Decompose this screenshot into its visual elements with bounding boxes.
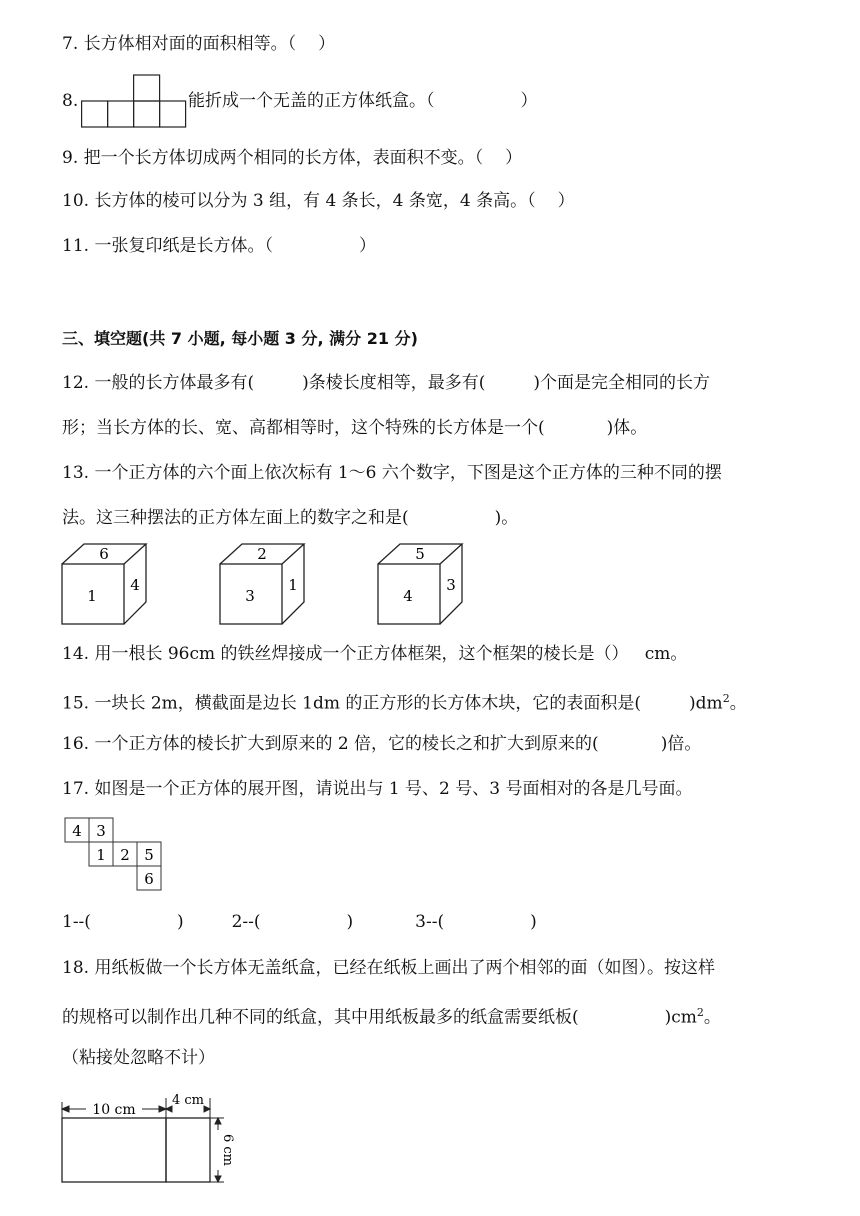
question-8-text: 能折成一个无盖的正方体纸盒。（ ） (188, 91, 538, 111)
cube-3 (378, 544, 462, 624)
net-cell-2: 2 (120, 846, 130, 864)
question-13-line2: 法。这三种摆法的正方体左面上的数字之和是( )。 (62, 508, 519, 528)
question-13-line1: 13. 一个正方体的六个面上依次标有 1～6 六个数字，下图是这个正方体的三种不同的摆 (62, 463, 722, 483)
cube-1 (62, 544, 146, 624)
question-7: 7. 长方体相对面的面积相等。（ ） (62, 34, 336, 54)
q8-net-figure (81, 74, 187, 133)
question-18-line1: 18. 用纸板做一个长方体无盖纸盒，已经在纸板上画出了两个相邻的面（如图）。按这样 (62, 958, 715, 978)
cube-3-top: 5 (415, 545, 425, 563)
question-18-line2: 的规格可以制作出几种不同的纸盒，其中用纸板最多的纸盒需要纸板( )$cm^2$。 (62, 1006, 721, 1028)
cube-1-top: 6 (99, 545, 109, 563)
question-16: 16. 一个正方体的棱长扩大到原来的 2 倍，它的棱长之和扩大到原来的( )倍。 (62, 734, 702, 754)
cube-2-right: 1 (288, 576, 298, 594)
board-length-label: 10 cm (92, 1102, 136, 1118)
question-17: 17. 如图是一个正方体的展开图，请说出与 1 号、2 号、3 号面相对的各是几号面。 (62, 779, 693, 799)
cube-3-right: 3 (446, 576, 456, 594)
cube-2-front: 3 (245, 587, 255, 605)
section-3-heading: 三、填空题(共 7 小题, 每小题 3 分, 满分 21 分) (62, 329, 418, 348)
question-12-line1: 12. 一般的长方体最多有( )条棱长度相等，最多有( )个面是完全相同的长方 (62, 373, 710, 393)
q13-cubes-figure (60, 542, 470, 631)
q18-board-figure (58, 1092, 238, 1193)
question-15: 15. 一块长 2m，横截面是边长 1dm 的正方形的长方体木块，它的表面积是( )$dm^2$。 (62, 692, 747, 714)
cube-3-front: 4 (403, 587, 413, 605)
question-11: 11. 一张复印纸是长方体。（ ） (62, 236, 376, 256)
question-18-note: （粘接处忽略不计） (62, 1048, 215, 1068)
question-14: 14. 用一根长 96cm 的铁丝焊接成一个正方体框架，这个框架的棱长是（） cm。 (62, 644, 688, 664)
cube-2 (220, 544, 304, 624)
question-10: 10. 长方体的棱可以分为 3 组，有 4 条长，4 条宽，4 条高。（ ） (62, 191, 575, 211)
q17-net-figure (64, 817, 166, 898)
net-cell-5: 5 (144, 846, 154, 864)
cube-2-top: 2 (257, 545, 267, 563)
question-17-answers: 1--( ) 2--( ) 3--( ) (62, 912, 537, 932)
cube-1-right: 4 (130, 576, 140, 594)
net-cell-6: 6 (144, 870, 154, 888)
question-8: 8. (62, 91, 79, 111)
board-height-label: 6 cm (220, 1133, 235, 1167)
board-width-label: 4 cm (171, 1093, 205, 1108)
question-9: 9. 把一个长方体切成两个相同的长方体，表面积不变。（ ） (62, 148, 523, 168)
net-cell-3: 3 (96, 822, 106, 840)
net-cell-4: 4 (72, 822, 82, 840)
net-cell-1: 1 (96, 846, 106, 864)
question-12-line2: 形；当长方体的长、宽、高都相等时，这个特殊的长方体是一个( )体。 (62, 418, 648, 438)
cube-1-front: 1 (87, 587, 97, 605)
